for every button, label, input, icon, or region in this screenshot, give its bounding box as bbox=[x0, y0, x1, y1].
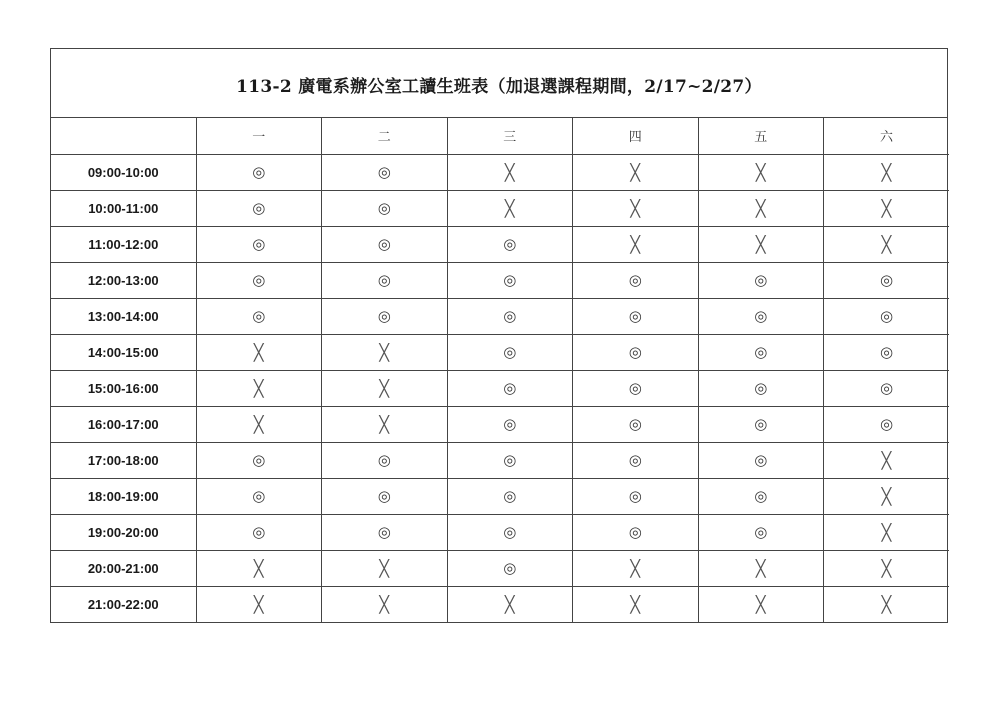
available-mark bbox=[698, 262, 824, 298]
time-slot-label: 13:00-14:00 bbox=[51, 298, 196, 334]
double-circle-icon: ◎ bbox=[628, 415, 642, 433]
schedule-body bbox=[51, 154, 949, 622]
available-mark bbox=[196, 190, 322, 226]
available-mark bbox=[196, 478, 322, 514]
table-row bbox=[51, 334, 949, 370]
table-row bbox=[51, 298, 949, 334]
available-mark bbox=[322, 190, 448, 226]
unavailable-mark bbox=[573, 226, 699, 262]
cross-icon: ╳ bbox=[379, 378, 390, 398]
double-circle-icon: ◎ bbox=[628, 487, 642, 505]
cross-icon: ╳ bbox=[881, 522, 892, 542]
time-slot-label: 09:00-10:00 bbox=[51, 154, 196, 190]
table-row bbox=[51, 586, 949, 622]
available-mark bbox=[447, 514, 573, 550]
double-circle-icon: ◎ bbox=[377, 199, 391, 217]
double-circle-icon: ◎ bbox=[503, 235, 517, 253]
unavailable-mark bbox=[573, 190, 699, 226]
available-mark bbox=[196, 262, 322, 298]
table-row bbox=[51, 442, 949, 478]
available-mark bbox=[824, 370, 950, 406]
double-circle-icon: ◎ bbox=[503, 487, 517, 505]
unavailable-mark bbox=[824, 442, 950, 478]
unavailable-mark bbox=[322, 370, 448, 406]
double-circle-icon: ◎ bbox=[754, 379, 768, 397]
cross-icon: ╳ bbox=[881, 486, 892, 506]
available-mark bbox=[573, 370, 699, 406]
double-circle-icon: ◎ bbox=[377, 163, 391, 181]
double-circle-icon: ◎ bbox=[628, 307, 642, 325]
cross-icon: ╳ bbox=[630, 558, 641, 578]
unavailable-mark bbox=[573, 550, 699, 586]
available-mark bbox=[447, 298, 573, 334]
available-mark bbox=[447, 262, 573, 298]
double-circle-icon: ◎ bbox=[377, 235, 391, 253]
unavailable-mark bbox=[698, 190, 824, 226]
cross-icon: ╳ bbox=[881, 558, 892, 578]
day-header-fri: 五 bbox=[698, 118, 824, 154]
available-mark bbox=[196, 226, 322, 262]
time-slot-label: 14:00-15:00 bbox=[51, 334, 196, 370]
corner-cell bbox=[51, 118, 196, 154]
available-mark bbox=[698, 478, 824, 514]
double-circle-icon: ◎ bbox=[252, 199, 266, 217]
available-mark bbox=[698, 442, 824, 478]
double-circle-icon: ◎ bbox=[879, 415, 894, 433]
table-row bbox=[51, 154, 949, 190]
available-mark bbox=[322, 154, 448, 190]
available-mark bbox=[196, 298, 322, 334]
available-mark bbox=[447, 370, 573, 406]
double-circle-icon: ◎ bbox=[628, 451, 642, 469]
day-header-tue: 二 bbox=[322, 118, 448, 154]
time-slot-label: 11:00-12:00 bbox=[51, 226, 196, 262]
cross-icon: ╳ bbox=[253, 342, 264, 362]
available-mark bbox=[698, 514, 824, 550]
cross-icon: ╳ bbox=[755, 234, 766, 254]
double-circle-icon: ◎ bbox=[252, 451, 266, 469]
cross-icon: ╳ bbox=[253, 594, 264, 614]
double-circle-icon: ◎ bbox=[754, 487, 768, 505]
available-mark bbox=[322, 298, 448, 334]
cross-icon: ╳ bbox=[630, 594, 641, 614]
unavailable-mark bbox=[573, 586, 699, 622]
double-circle-icon: ◎ bbox=[628, 523, 642, 541]
day-header-mon: 一 bbox=[196, 118, 322, 154]
unavailable-mark bbox=[447, 586, 573, 622]
available-mark bbox=[698, 406, 824, 442]
double-circle-icon: ◎ bbox=[377, 271, 391, 289]
schedule-table bbox=[51, 118, 949, 622]
double-circle-icon: ◎ bbox=[879, 271, 894, 289]
double-circle-icon: ◎ bbox=[879, 379, 894, 397]
unavailable-mark bbox=[824, 478, 950, 514]
double-circle-icon: ◎ bbox=[252, 523, 266, 541]
double-circle-icon: ◎ bbox=[252, 307, 266, 325]
available-mark bbox=[447, 442, 573, 478]
cross-icon: ╳ bbox=[755, 198, 766, 218]
cross-icon: ╳ bbox=[630, 162, 641, 182]
available-mark bbox=[824, 406, 950, 442]
available-mark bbox=[447, 226, 573, 262]
available-mark bbox=[573, 298, 699, 334]
unavailable-mark bbox=[824, 514, 950, 550]
time-slot-label: 15:00-16:00 bbox=[51, 370, 196, 406]
table-row bbox=[51, 406, 949, 442]
available-mark bbox=[573, 334, 699, 370]
double-circle-icon: ◎ bbox=[628, 379, 642, 397]
cross-icon: ╳ bbox=[253, 414, 264, 434]
available-mark bbox=[573, 262, 699, 298]
cross-icon: ╳ bbox=[379, 558, 390, 578]
cross-icon: ╳ bbox=[755, 162, 766, 182]
available-mark bbox=[698, 370, 824, 406]
unavailable-mark bbox=[573, 154, 699, 190]
cross-icon: ╳ bbox=[630, 234, 641, 254]
title-row bbox=[51, 49, 947, 118]
schedule-sheet bbox=[50, 48, 948, 623]
cross-icon: ╳ bbox=[504, 162, 515, 182]
table-row bbox=[51, 190, 949, 226]
cross-icon: ╳ bbox=[504, 594, 515, 614]
available-mark bbox=[447, 334, 573, 370]
unavailable-mark bbox=[824, 586, 950, 622]
cross-icon: ╳ bbox=[755, 558, 766, 578]
cross-icon: ╳ bbox=[881, 198, 892, 218]
available-mark bbox=[322, 262, 448, 298]
cross-icon: ╳ bbox=[379, 342, 390, 362]
unavailable-mark bbox=[824, 226, 950, 262]
table-row bbox=[51, 478, 949, 514]
unavailable-mark bbox=[322, 550, 448, 586]
double-circle-icon: ◎ bbox=[754, 451, 768, 469]
cross-icon: ╳ bbox=[253, 378, 264, 398]
time-slot-label: 12:00-13:00 bbox=[51, 262, 196, 298]
double-circle-icon: ◎ bbox=[879, 307, 894, 325]
double-circle-icon: ◎ bbox=[754, 271, 768, 289]
cross-icon: ╳ bbox=[379, 414, 390, 434]
time-slot-label: 17:00-18:00 bbox=[51, 442, 196, 478]
cross-icon: ╳ bbox=[504, 198, 515, 218]
page-title: 113-2 廣電系辦公室工讀生班表（加退選課程期間，2/17~2/27） bbox=[236, 76, 762, 97]
double-circle-icon: ◎ bbox=[377, 487, 391, 505]
time-slot-label: 18:00-19:00 bbox=[51, 478, 196, 514]
double-circle-icon: ◎ bbox=[628, 343, 642, 361]
available-mark bbox=[196, 442, 322, 478]
day-header-thu: 四 bbox=[573, 118, 699, 154]
available-mark bbox=[196, 514, 322, 550]
double-circle-icon: ◎ bbox=[503, 379, 517, 397]
double-circle-icon: ◎ bbox=[377, 523, 391, 541]
table-row bbox=[51, 514, 949, 550]
double-circle-icon: ◎ bbox=[503, 451, 517, 469]
available-mark bbox=[573, 442, 699, 478]
double-circle-icon: ◎ bbox=[503, 271, 517, 289]
cross-icon: ╳ bbox=[755, 594, 766, 614]
cross-icon: ╳ bbox=[379, 594, 390, 614]
cross-icon: ╳ bbox=[253, 558, 264, 578]
double-circle-icon: ◎ bbox=[628, 271, 642, 289]
time-slot-label: 10:00-11:00 bbox=[51, 190, 196, 226]
available-mark bbox=[698, 334, 824, 370]
available-mark bbox=[322, 478, 448, 514]
unavailable-mark bbox=[824, 550, 950, 586]
unavailable-mark bbox=[322, 334, 448, 370]
table-row bbox=[51, 226, 949, 262]
unavailable-mark bbox=[824, 154, 950, 190]
unavailable-mark bbox=[196, 370, 322, 406]
double-circle-icon: ◎ bbox=[754, 523, 768, 541]
double-circle-icon: ◎ bbox=[503, 415, 517, 433]
table-row bbox=[51, 550, 949, 586]
cross-icon: ╳ bbox=[881, 594, 892, 614]
unavailable-mark bbox=[698, 586, 824, 622]
double-circle-icon: ◎ bbox=[252, 235, 266, 253]
available-mark bbox=[824, 334, 950, 370]
header-row bbox=[51, 118, 949, 154]
available-mark bbox=[196, 154, 322, 190]
unavailable-mark bbox=[196, 550, 322, 586]
double-circle-icon: ◎ bbox=[377, 307, 391, 325]
available-mark bbox=[573, 478, 699, 514]
available-mark bbox=[824, 262, 950, 298]
available-mark bbox=[322, 442, 448, 478]
available-mark bbox=[824, 298, 950, 334]
time-slot-label: 19:00-20:00 bbox=[51, 514, 196, 550]
unavailable-mark bbox=[698, 226, 824, 262]
available-mark bbox=[573, 514, 699, 550]
unavailable-mark bbox=[322, 586, 448, 622]
double-circle-icon: ◎ bbox=[754, 343, 768, 361]
time-slot-label: 21:00-22:00 bbox=[51, 586, 196, 622]
cross-icon: ╳ bbox=[630, 198, 641, 218]
double-circle-icon: ◎ bbox=[503, 523, 517, 541]
day-header-sat: 六 bbox=[824, 118, 950, 154]
unavailable-mark bbox=[824, 190, 950, 226]
unavailable-mark bbox=[698, 550, 824, 586]
cross-icon: ╳ bbox=[881, 450, 892, 470]
available-mark bbox=[322, 226, 448, 262]
available-mark bbox=[447, 478, 573, 514]
day-header-wed: 三 bbox=[447, 118, 573, 154]
available-mark bbox=[573, 406, 699, 442]
unavailable-mark bbox=[322, 406, 448, 442]
double-circle-icon: ◎ bbox=[503, 559, 517, 577]
unavailable-mark bbox=[196, 334, 322, 370]
double-circle-icon: ◎ bbox=[252, 271, 266, 289]
double-circle-icon: ◎ bbox=[879, 343, 894, 361]
cross-icon: ╳ bbox=[881, 234, 892, 254]
double-circle-icon: ◎ bbox=[252, 163, 266, 181]
time-slot-label: 20:00-21:00 bbox=[51, 550, 196, 586]
double-circle-icon: ◎ bbox=[503, 343, 517, 361]
table-row bbox=[51, 370, 949, 406]
double-circle-icon: ◎ bbox=[754, 307, 768, 325]
unavailable-mark bbox=[698, 154, 824, 190]
double-circle-icon: ◎ bbox=[503, 307, 517, 325]
time-slot-label: 16:00-17:00 bbox=[51, 406, 196, 442]
available-mark bbox=[447, 406, 573, 442]
unavailable-mark bbox=[447, 190, 573, 226]
double-circle-icon: ◎ bbox=[252, 487, 266, 505]
unavailable-mark bbox=[447, 154, 573, 190]
table-row bbox=[51, 262, 949, 298]
cross-icon: ╳ bbox=[881, 162, 892, 182]
available-mark bbox=[447, 550, 573, 586]
double-circle-icon: ◎ bbox=[377, 451, 391, 469]
available-mark bbox=[322, 514, 448, 550]
double-circle-icon: ◎ bbox=[754, 415, 768, 433]
available-mark bbox=[698, 298, 824, 334]
unavailable-mark bbox=[196, 406, 322, 442]
unavailable-mark bbox=[196, 586, 322, 622]
